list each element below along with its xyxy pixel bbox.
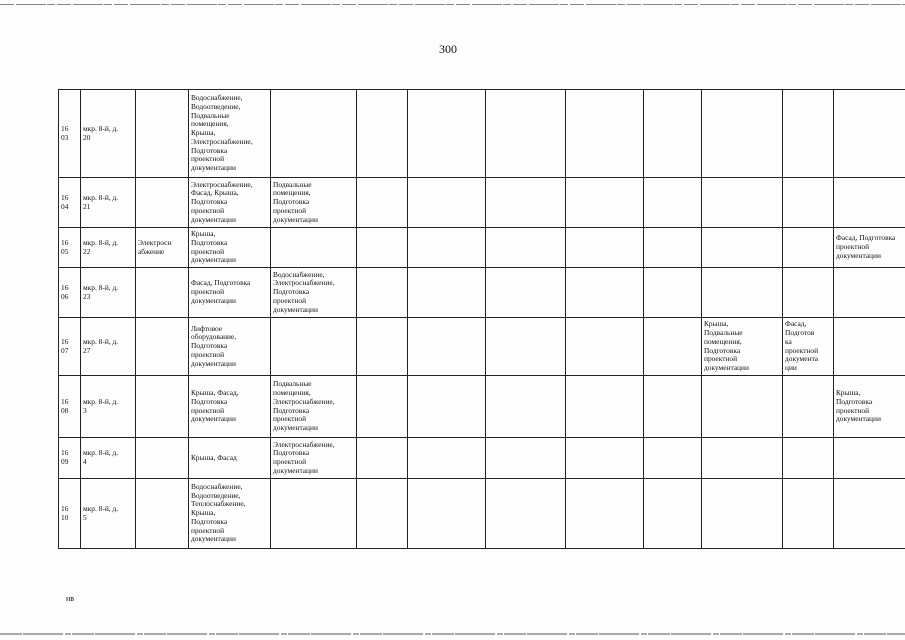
cell-c8 [486, 318, 566, 376]
table-row [59, 479, 905, 549]
cell-c12 [783, 268, 834, 318]
cell-c11 [702, 178, 783, 228]
cell-addr: мкр. 8-й, д. 3 [81, 376, 136, 438]
table-row [59, 376, 905, 438]
cell-c12 [783, 376, 834, 438]
cell-c3 [136, 376, 189, 438]
cell-num: 16 06 [59, 268, 81, 318]
cell-c12: Фасад, Подготов ка проектной документа ции [783, 318, 834, 376]
cell-addr: мкр. 8-й, д. 5 [81, 479, 136, 549]
cell-num: 16 10 [59, 479, 81, 549]
cell-c11 [702, 268, 783, 318]
cell-c10 [644, 376, 702, 438]
cell-c5: Электроснабжение, Подготовка проектной документации [271, 438, 357, 479]
cell-c4: Крыша, Фасад, Подготовка проектной документации [189, 376, 271, 438]
table-row [59, 90, 905, 178]
cell-c11 [702, 90, 783, 178]
cell-c5 [271, 479, 357, 549]
cell-c3: Электросн абжение [136, 228, 189, 268]
cell-c6 [357, 228, 408, 268]
cell-addr: мкр. 8-й, д. 20 [81, 90, 136, 178]
cell-c10 [644, 268, 702, 318]
cell-c6 [357, 178, 408, 228]
page-number: 300 [439, 42, 457, 56]
cell-c9 [566, 318, 644, 376]
scan-edge-top [0, 3, 905, 6]
cell-c6 [357, 268, 408, 318]
cell-c6 [357, 318, 408, 376]
cell-c9 [566, 228, 644, 268]
cell-c12 [783, 479, 834, 549]
cell-c9 [566, 479, 644, 549]
cell-c13 [834, 90, 905, 178]
cell-c13 [834, 178, 905, 228]
cell-c9 [566, 268, 644, 318]
cell-c11 [702, 479, 783, 549]
cell-c4: Фасад, Подготовка проектной документации [189, 268, 271, 318]
cell-c8 [486, 90, 566, 178]
cell-c13: Фасад, Подготовка проектной документации [834, 228, 905, 268]
cell-addr: мкр. 8-й, д. 23 [81, 268, 136, 318]
cell-c5: Подвальные помещения, Электроснабжение, Подготовка проектной документации [271, 376, 357, 438]
cell-c3 [136, 318, 189, 376]
cell-c4: Лифтовое оборудование, Подготовка проектной документации [189, 318, 271, 376]
cell-c7 [408, 228, 486, 268]
cell-c12 [783, 178, 834, 228]
cell-c3 [136, 178, 189, 228]
cell-c8 [486, 438, 566, 479]
cell-c11 [702, 438, 783, 479]
cell-c13: Крыша, Подготовка проектной документации [834, 376, 905, 438]
table-row [59, 228, 905, 268]
cell-c7 [408, 479, 486, 549]
cell-c10 [644, 438, 702, 479]
cell-c3 [136, 438, 189, 479]
cell-c13 [834, 268, 905, 318]
cell-c3 [136, 479, 189, 549]
cell-addr: мкр. 8-й, д. 22 [81, 228, 136, 268]
cell-c5 [271, 228, 357, 268]
cell-c7 [408, 268, 486, 318]
footer-note: нв [66, 594, 75, 603]
table-row [59, 268, 905, 318]
cell-c8 [486, 178, 566, 228]
cell-num: 16 07 [59, 318, 81, 376]
cell-c5 [271, 318, 357, 376]
cell-c6 [357, 376, 408, 438]
cell-c5: Водоснабжение, Электроснабжение, Подготовка проектной документации [271, 268, 357, 318]
cell-c13 [834, 438, 905, 479]
cell-c12 [783, 438, 834, 479]
cell-c10 [644, 178, 702, 228]
cell-c11: Крыша, Подвальные помещения, Подготовка проектной документации [702, 318, 783, 376]
table-row [59, 438, 905, 479]
cell-num: 16 05 [59, 228, 81, 268]
cell-c8 [486, 228, 566, 268]
cell-c8 [486, 376, 566, 438]
cell-c10 [644, 479, 702, 549]
cell-c9 [566, 438, 644, 479]
cell-c5 [271, 90, 357, 178]
cell-c9 [566, 178, 644, 228]
cell-c3 [136, 90, 189, 178]
cell-c10 [644, 90, 702, 178]
cell-c6 [357, 438, 408, 479]
table-row [59, 318, 905, 376]
cell-c11 [702, 376, 783, 438]
cell-c9 [566, 90, 644, 178]
cell-c10 [644, 318, 702, 376]
cell-num: 16 04 [59, 178, 81, 228]
cell-c3 [136, 268, 189, 318]
cell-c5: Подвальные помещения, Подготовка проектной документации [271, 178, 357, 228]
cell-c8 [486, 268, 566, 318]
cell-num: 16 03 [59, 90, 81, 178]
cell-c4: Водоснабжение, Водоотведение, Теплоснабжение, Крыша, Подготовка проектной документации [189, 479, 271, 549]
cell-c7 [408, 90, 486, 178]
repair-schedule-table [58, 89, 905, 549]
cell-c13 [834, 479, 905, 549]
cell-c6 [357, 90, 408, 178]
cell-c7 [408, 318, 486, 376]
cell-c9 [566, 376, 644, 438]
cell-c4: Крыша, Подготовка проектной документации [189, 228, 271, 268]
cell-c12 [783, 228, 834, 268]
cell-num: 16 08 [59, 376, 81, 438]
cell-c13 [834, 318, 905, 376]
cell-c12 [783, 90, 834, 178]
cell-c4: Крыша, Фасад [189, 438, 271, 479]
cell-c4: Электроснабжение, Фасад, Крыша, Подготовка проектной документации [189, 178, 271, 228]
cell-c6 [357, 479, 408, 549]
cell-c8 [486, 479, 566, 549]
cell-addr: мкр. 8-й, д. 4 [81, 438, 136, 479]
cell-c7 [408, 178, 486, 228]
cell-c11 [702, 228, 783, 268]
cell-c7 [408, 376, 486, 438]
cell-c4: Водоснабжение, Водоотведение, Подвальные помещения, Крыша, Электроснабжение, Подготовка проектной документации [189, 90, 271, 178]
cell-num: 16 09 [59, 438, 81, 479]
cell-addr: мкр. 8-й, д. 27 [81, 318, 136, 376]
cell-c7 [408, 438, 486, 479]
table-row [59, 178, 905, 228]
cell-addr: мкр. 8-й, д. 21 [81, 178, 136, 228]
cell-c10 [644, 228, 702, 268]
scan-edge-bottom [0, 632, 905, 636]
